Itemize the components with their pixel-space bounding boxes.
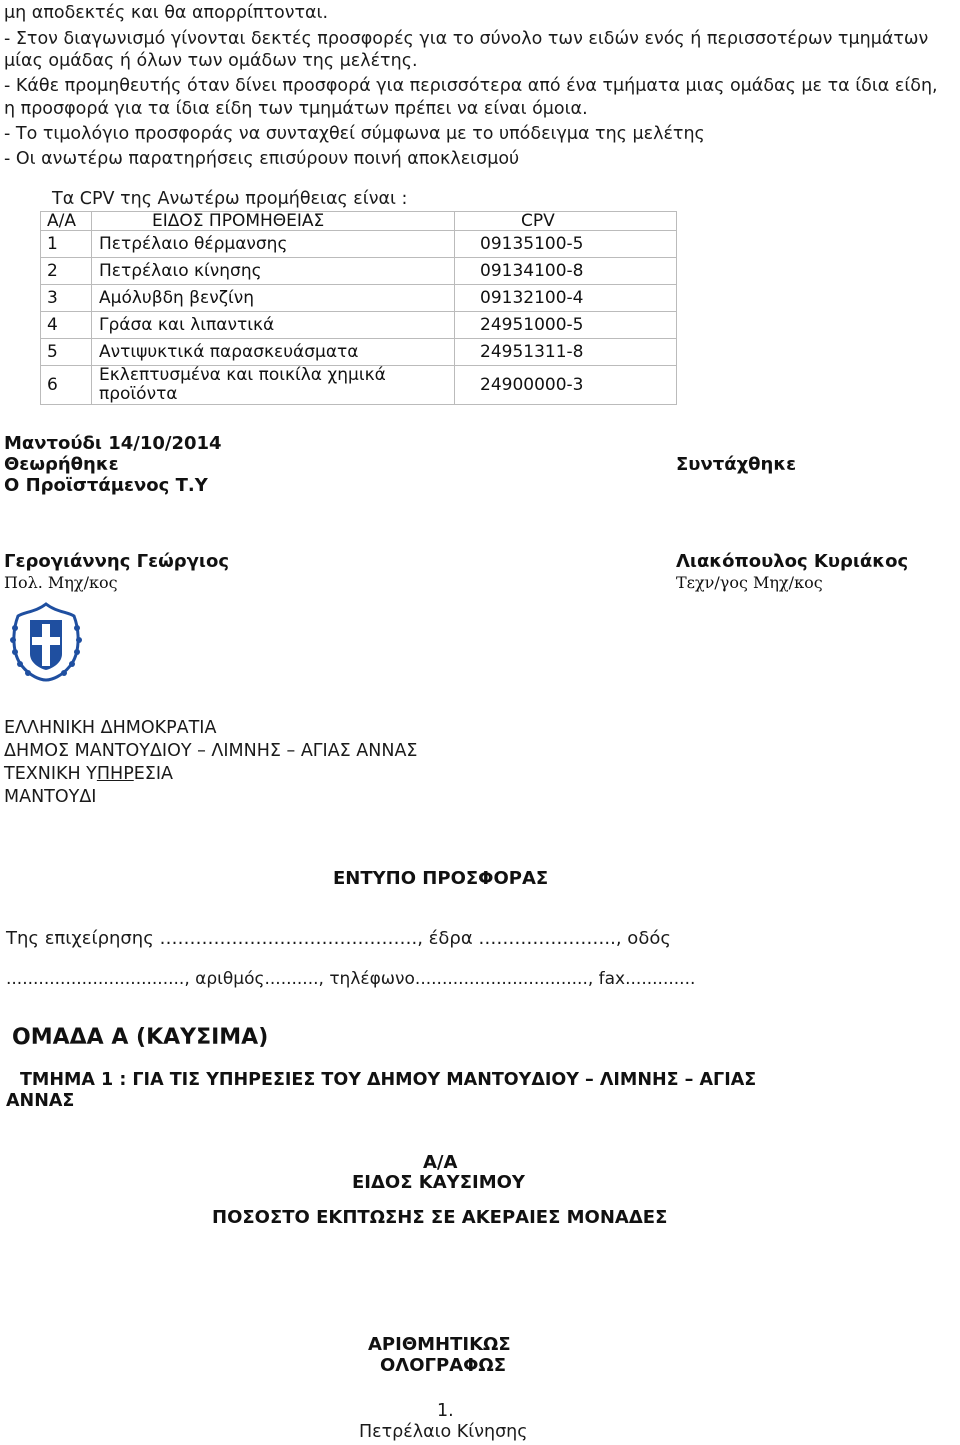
row-item: Γράσα και λιπαντικά — [92, 312, 455, 339]
header-town: ΜΑΝΤΟΥΔΙ — [4, 787, 97, 807]
left-signatory-name: Γερογιάννης Γεώργιος — [4, 551, 229, 572]
row-item: Εκλεπτυσμένα και ποικίλα χημικά προϊόντα — [92, 366, 455, 405]
cpv-caption: Τα CPV της Ανωτέρω προμήθειας είναι : — [52, 189, 408, 209]
table-row — [41, 258, 677, 285]
row-cpv: 09132100-4 — [455, 285, 677, 312]
row-cpv: 24900000-3 — [455, 366, 677, 405]
right-signatory-name: Λιακόπουλος Κυριάκος — [676, 551, 909, 572]
intro-line: μη αποδεκτές και θα απορρίπτονται. — [4, 3, 329, 23]
table-row — [41, 285, 677, 312]
row-cpv: 24951000-5 — [455, 312, 677, 339]
intro-line: - Κάθε προμηθευτής όταν δίνει προσφορά για περισσότερα από ένα τμήματα μιας ομάδας με τα ίδια είδη, — [4, 76, 938, 96]
table-row — [41, 366, 677, 405]
table-row — [41, 312, 677, 339]
table-row — [41, 231, 677, 258]
form-title: ΕΝΤΥΠΟ ΠΡΟΣΦΟΡΑΣ — [333, 868, 549, 889]
column-words: ΟΛΟΓΡΑΦΩΣ — [380, 1355, 507, 1376]
header-aa: Α/Α — [41, 212, 92, 231]
row-item: Πετρέλαιο κίνησης — [92, 258, 455, 285]
row-item: Αμόλυβδη βενζίνη — [92, 285, 455, 312]
row-no: 3 — [41, 285, 92, 312]
group-title: ΟΜΑΔΑ Α (ΚΑΥΣΙΜΑ) — [12, 1025, 269, 1050]
column-percentage: ΠΟΣΟΣΤΟ ΕΚΠΤΩΣΗΣ ΣΕ ΑΚΕΡΑΙΕΣ ΜΟΝΑΔΕΣ — [212, 1207, 668, 1228]
row-no: 1 — [41, 231, 92, 258]
left-signatory-title: Πολ. Μηχ/κος — [4, 573, 118, 592]
reviewed-label: Θεωρήθηκε — [4, 454, 119, 475]
section-title-line2: ΑΝΝΑΣ — [6, 1091, 75, 1111]
header-municipality: ΔΗΜΟΣ ΜΑΝΤΟΥΔΙΟΥ – ΛΙΜΝΗΣ – ΑΓΙΑΣ ΑΝΝΑΣ — [4, 741, 418, 761]
form-line-company: Της επιχείρησης ……………………………………., έδρα ………………….., οδός — [6, 928, 671, 949]
row-no: 5 — [41, 339, 92, 366]
intro-line: η προσφορά για τα ίδια είδη των τμημάτων πρέπει να είναι όμοια. — [4, 99, 588, 119]
form-line-contact: ................................., αριθμός.........., τηλέφωνο................................, fax............. — [6, 969, 696, 989]
column-item: ΕΙΔΟΣ ΚΑΥΣΙΜΟΥ — [352, 1172, 525, 1193]
row-cpv: 09134100-8 — [455, 258, 677, 285]
intro-line: - Το τιμολόγιο προσφοράς να συνταχθεί σύμφωνα με το υπόδειγμα της μελέτης — [4, 124, 705, 144]
row-cpv: 24951311-8 — [455, 339, 677, 366]
place-date: Μαντούδι 14/10/2014 — [4, 433, 222, 454]
header-item: ΕΙΔΟΣ ΠΡΟΜΗΘΕΙΑΣ — [92, 212, 455, 231]
column-aa: Α/Α — [423, 1152, 458, 1173]
intro-line: - Στον διαγωνισμό γίνονται δεκτές προσφορές για το σύνολο των ειδών ενός ή περισσοτέρων τμημάτων — [4, 29, 929, 49]
row-no: 6 — [41, 366, 92, 405]
table-header-row — [41, 212, 677, 231]
section-title-line1: ΤΜΗΜΑ 1 : ΓΙΑ ΤΙΣ ΥΠΗΡΕΣΙΕΣ ΤΟΥ ΔΗΜΟΥ ΜΑΝΤΟΥΔΙΟΥ – ΛΙΜΝΗΣ – ΑΓΙΑΣ — [20, 1070, 757, 1090]
row-number: 1. — [437, 1401, 454, 1421]
intro-line: μίας ομάδας ή όλων των ομάδων της μελέτης. — [4, 51, 418, 71]
head-label: Ο Προϊστάμενος Τ.Υ — [4, 475, 208, 496]
row-no: 2 — [41, 258, 92, 285]
row-no: 4 — [41, 312, 92, 339]
header-cpv: CPV — [455, 212, 677, 231]
column-numeric: ΑΡΙΘΜΗΤΙΚΩΣ — [368, 1334, 511, 1355]
intro-line: - Οι ανωτέρω παρατηρήσεις επισύρουν ποινή αποκλεισμού — [4, 149, 520, 169]
header-republic: ΕΛΛΗΝΙΚΗ ΔΗΜΟΚΡΑΤΙΑ — [4, 718, 217, 738]
row-item: Αντιψυκτικά παρασκευάσματα — [92, 339, 455, 366]
greek-coat-of-arms-icon — [6, 602, 86, 682]
row-item-name: Πετρέλαιο Κίνησης — [359, 1422, 528, 1442]
cpv-table — [40, 211, 677, 405]
compiled-label: Συντάχθηκε — [676, 454, 797, 475]
row-item: Πετρέλαιο θέρμανσης — [92, 231, 455, 258]
table-row — [41, 339, 677, 366]
right-signatory-title: Τεχν/γος Μηχ/κος — [676, 573, 823, 592]
row-cpv: 09135100-5 — [455, 231, 677, 258]
header-service: ΤΕΧΝΙΚΗ ΥΠΗΡΕΣΙΑ — [4, 764, 173, 784]
